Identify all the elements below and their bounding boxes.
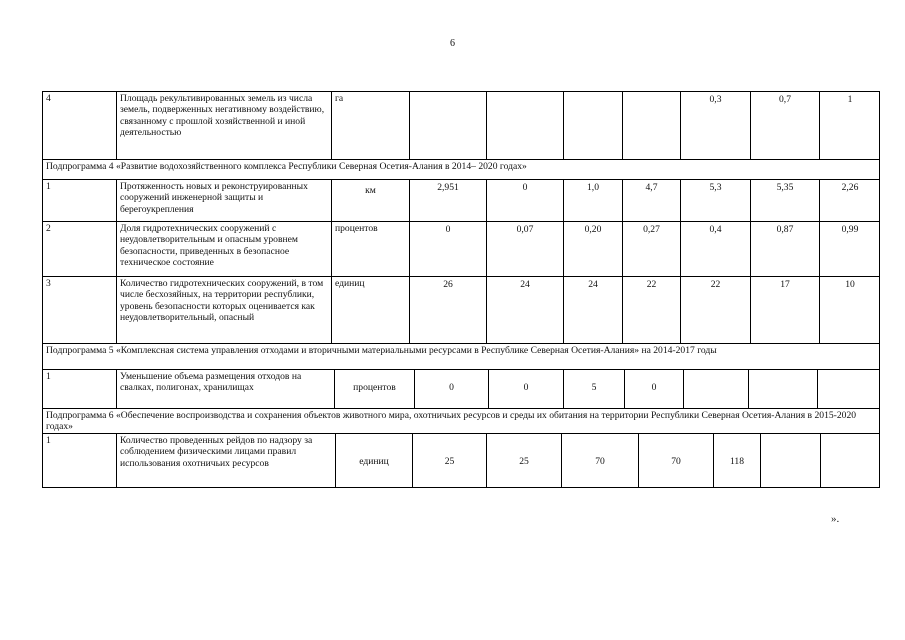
value-cell: 22 — [622, 277, 680, 343]
value-cell — [760, 434, 820, 487]
subprogram-row — [42, 408, 880, 433]
indicator-name: Доля гидротехнических сооружений с неудовлетворительным и опасным уровнем безопасности, приведенных в безопасное техническое состояние — [116, 222, 331, 276]
value-cell — [486, 92, 563, 159]
value-cell: 17 — [750, 277, 819, 343]
table-row — [42, 91, 880, 159]
unit-cell: процентов — [334, 370, 414, 408]
subprogram-title: Подпрограмма 4 «Развитие водохозяйственного комплекса Республики Северная Осетия-Алания в 2014– 2020 годах» — [46, 161, 527, 172]
value-cell — [748, 370, 817, 408]
unit-cell: единиц — [335, 434, 412, 487]
closing-quote: ». — [831, 513, 840, 525]
value-cell: 25 — [486, 434, 561, 487]
value-cell: 70 — [638, 434, 713, 487]
subprogram-title: Подпрограмма 5 «Комплексная система управления отходами и вторичными материальными ресурсами в Республике Северная Осетия-Алания» на 2014-2017 годы — [46, 345, 717, 356]
row-number: 1 — [46, 181, 51, 192]
value-cell: 24 — [563, 277, 622, 343]
value-cell: 22 — [680, 277, 750, 343]
value-cell: 0,4 — [680, 222, 750, 276]
value-cell: 118 — [713, 434, 760, 487]
value-cell — [820, 434, 880, 487]
indicator-name: Количество гидротехнических сооружений, в том числе бесхозяйных, на территории республики, уровень безопасности которых оценивается как неудовлетворительный, опасный — [116, 277, 331, 343]
subprogram-title: Подпрограмма 6 «Обеспечение воспроизводства и сохранения объектов животного мира, охотничьих ресурсов и среды их обитания на территории Республики Северная Осетия-Алания в 2015-2020 годах» — [46, 410, 857, 433]
indicator-name: Площадь рекультивированных земель из числа земель, подверженных негативному воздействию, связанному с прошлой хозяйственной и иной деятельностью — [116, 92, 331, 159]
table-row — [42, 276, 880, 343]
table-row — [42, 369, 880, 408]
table-row — [42, 221, 880, 276]
value-cell: 0,27 — [622, 222, 680, 276]
unit-cell: км — [331, 180, 409, 221]
value-cell: 2,26 — [819, 180, 880, 221]
value-cell: 0,7 — [750, 92, 819, 159]
value-cell — [683, 370, 748, 408]
subprogram-row — [42, 159, 880, 179]
value-cell: 0,07 — [486, 222, 563, 276]
value-cell: 2,951 — [409, 180, 486, 221]
value-cell: 10 — [819, 277, 880, 343]
subprogram-row — [42, 343, 880, 369]
value-cell: 0 — [624, 370, 683, 408]
value-cell: 24 — [486, 277, 563, 343]
value-cell: 0 — [488, 370, 563, 408]
value-cell — [817, 370, 880, 408]
unit-cell: га — [331, 92, 409, 159]
row-number: 2 — [46, 223, 51, 234]
value-cell: 70 — [561, 434, 638, 487]
page-number: 6 — [450, 38, 455, 49]
value-cell: 5,3 — [680, 180, 750, 221]
table-row — [42, 433, 880, 488]
value-cell: 4,7 — [622, 180, 680, 221]
value-cell: 1 — [819, 92, 880, 159]
value-cell: 0,87 — [750, 222, 819, 276]
indicator-name: Количество проведенных рейдов по надзору за соблюдением физическими лицами правил использования охотничьих ресурсов — [116, 434, 335, 487]
value-cell: 0,20 — [563, 222, 622, 276]
value-cell: 0 — [409, 222, 486, 276]
value-cell: 0,99 — [819, 222, 880, 276]
value-cell: 26 — [409, 277, 486, 343]
value-cell: 0 — [414, 370, 488, 408]
value-cell: 1,0 — [563, 180, 622, 221]
value-cell: 25 — [412, 434, 486, 487]
indicator-table — [42, 91, 880, 488]
table-row — [42, 179, 880, 221]
value-cell: 5,35 — [750, 180, 819, 221]
value-cell — [409, 92, 486, 159]
unit-cell: процентов — [331, 222, 409, 276]
unit-cell: единиц — [331, 277, 409, 343]
value-cell — [563, 92, 622, 159]
row-number: 3 — [46, 278, 51, 289]
value-cell — [622, 92, 680, 159]
value-cell: 0 — [486, 180, 563, 221]
indicator-name: Уменьшение объема размещения отходов на свалках, полигонах, хранилищах — [116, 370, 334, 408]
value-cell: 0,3 — [680, 92, 750, 159]
row-number: 4 — [46, 93, 51, 104]
row-number: 1 — [46, 435, 51, 446]
value-cell: 5 — [563, 370, 624, 408]
row-number: 1 — [46, 371, 51, 382]
indicator-name: Протяженность новых и реконструированных сооружений инженерной защиты и берегоукрепления — [116, 180, 331, 221]
